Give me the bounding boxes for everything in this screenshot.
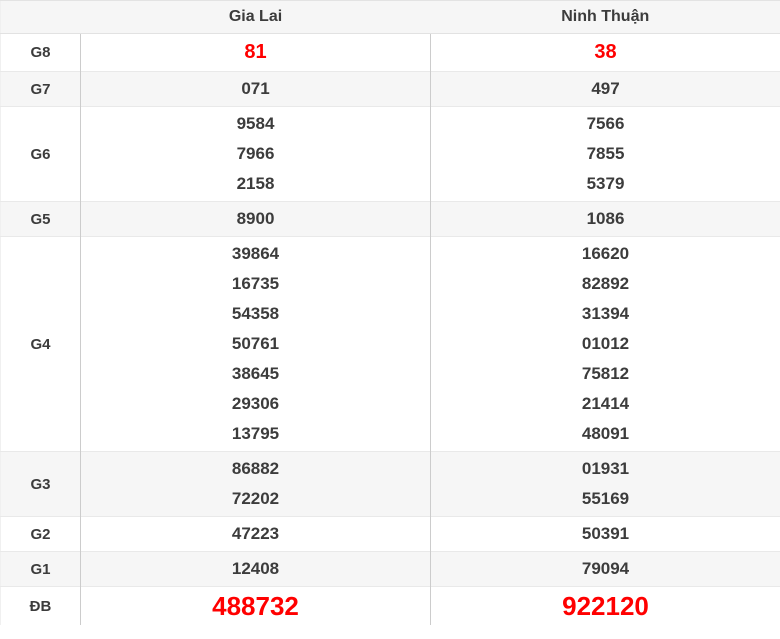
prize-number: 7966: [236, 144, 275, 163]
prize-cell: [431, 34, 780, 72]
table-row: [1, 107, 780, 202]
prize-cell: [81, 72, 431, 107]
prize-number: 29306: [231, 394, 280, 413]
prize-number: 55169: [581, 489, 630, 508]
prize-cell: [81, 107, 431, 202]
prize-number: 38645: [231, 364, 280, 383]
prize-cell: [81, 452, 431, 517]
prize-number: 79094: [581, 559, 630, 578]
prize-number: 488732: [212, 591, 299, 621]
prize-cell: [81, 34, 431, 72]
prize-label: G7: [1, 72, 81, 107]
prize-number: 1086: [586, 209, 625, 228]
prize-number: 50391: [581, 524, 630, 543]
prize-number: 5379: [586, 174, 625, 193]
prize-number: 72202: [231, 489, 280, 508]
prize-number: 75812: [581, 364, 630, 383]
prize-number: 21414: [581, 394, 630, 413]
prize-number: 497: [591, 79, 620, 98]
prize-number: 071: [241, 79, 270, 98]
prize-cell: [81, 202, 431, 237]
prize-label: ĐB: [1, 587, 81, 626]
header-row: [1, 1, 780, 34]
prize-number: 7855: [586, 144, 625, 163]
prize-cell: [431, 72, 780, 107]
table-row: [1, 237, 780, 452]
prize-label: G3: [1, 452, 81, 517]
prize-cell: [81, 517, 431, 552]
prize-number: 01012: [581, 334, 630, 353]
prize-number: 16735: [231, 274, 280, 293]
prize-label: G2: [1, 517, 81, 552]
prize-number: 50761: [231, 334, 280, 353]
prize-cell: [431, 237, 780, 452]
prize-label: G5: [1, 202, 81, 237]
prize-cell: [431, 452, 780, 517]
column-header-ninh-thuan: Ninh Thuận: [431, 1, 780, 34]
prize-number: 12408: [231, 559, 280, 578]
prize-number: 16620: [581, 244, 630, 263]
prize-number: 81: [244, 41, 267, 63]
prize-cell: [431, 552, 780, 587]
prize-number: 2158: [236, 174, 275, 193]
prize-number: 82892: [581, 274, 630, 293]
table-row: [1, 587, 780, 626]
prize-label: G8: [30, 44, 51, 61]
prize-cell: [81, 237, 431, 452]
prize-cell: [81, 587, 431, 626]
table-row: [1, 452, 780, 517]
prize-number: 48091: [581, 424, 630, 443]
prize-cell: [431, 587, 780, 626]
column-header-gia-lai: Gia Lai: [81, 1, 431, 34]
table-row: [1, 552, 780, 587]
prize-cell: [431, 202, 780, 237]
prize-number: 38: [594, 41, 617, 63]
table-row: [1, 517, 780, 552]
prize-column-header: [1, 1, 81, 34]
prize-number: 8900: [236, 209, 275, 228]
prize-number: 7566: [586, 114, 625, 133]
table-row: [1, 202, 780, 237]
prize-label: G1: [1, 552, 81, 587]
table-row: [1, 34, 780, 72]
prize-number: 39864: [231, 244, 280, 263]
table-body: [1, 34, 780, 626]
prize-label: G4: [1, 237, 81, 452]
prize-number: 47223: [231, 524, 280, 543]
prize-number: 31394: [581, 304, 630, 323]
prize-cell: [431, 517, 780, 552]
prize-number: 13795: [231, 424, 280, 443]
prize-cell: [81, 552, 431, 587]
table-row: [1, 72, 780, 107]
prize-number: 9584: [236, 114, 275, 133]
prize-number: 922120: [562, 591, 649, 621]
prize-cell: [431, 107, 780, 202]
prize-number: 86882: [231, 459, 280, 478]
prize-number: 54358: [231, 304, 280, 323]
prize-label: G6: [1, 107, 81, 202]
prize-number: 01931: [581, 459, 630, 478]
